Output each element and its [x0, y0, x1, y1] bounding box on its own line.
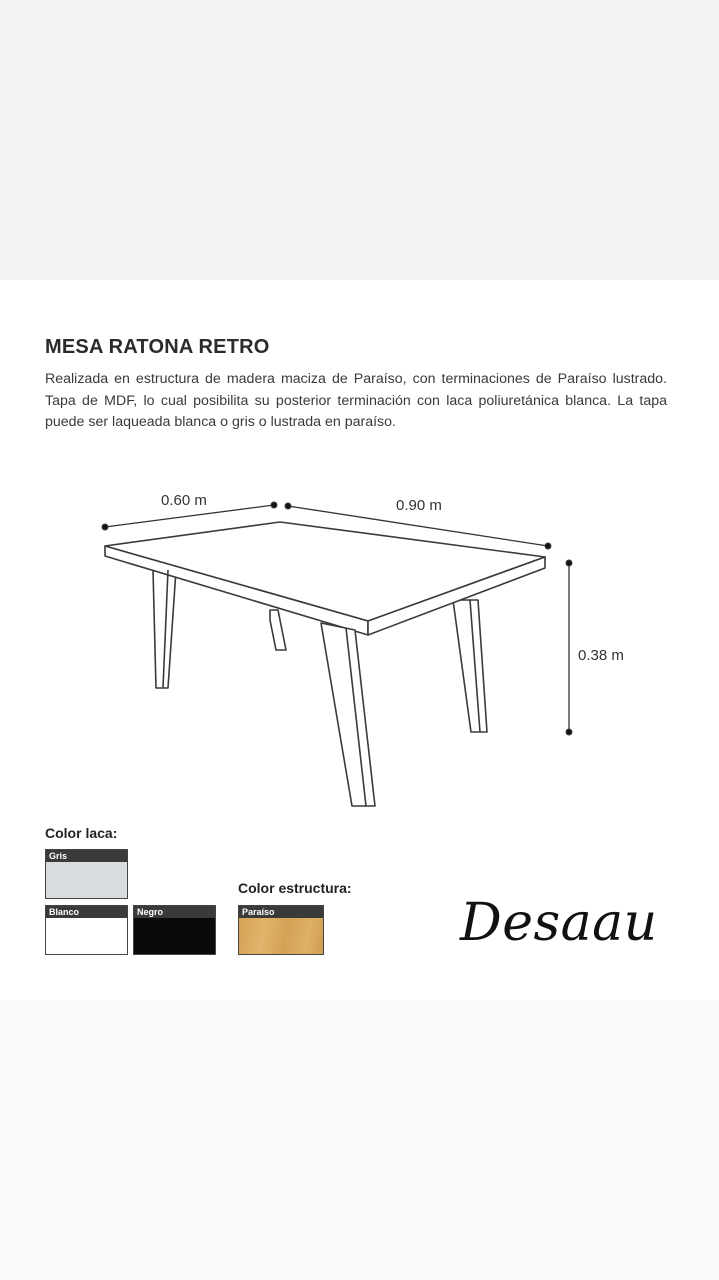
- dimension-dot: [566, 729, 572, 735]
- top-blank-band: [0, 0, 719, 280]
- table-leg-back-right: [453, 600, 487, 732]
- dimension-dot: [285, 503, 291, 509]
- swatch-paraiso-fill: [239, 918, 323, 954]
- swatch-negro-fill: [134, 918, 215, 954]
- swatch-negro: [133, 905, 216, 955]
- swatch-blanco-label: Blanco: [46, 906, 127, 918]
- table-leg-back-left: [270, 610, 286, 650]
- dimension-dot: [271, 502, 277, 508]
- dimension-label-width: 0.90 m: [396, 497, 442, 514]
- signature-text: Desaau: [460, 893, 658, 953]
- dimension-label-height: 0.38 m: [578, 647, 624, 664]
- bottom-blank-band: [0, 1000, 719, 1280]
- swatch-blanco-fill: [46, 918, 127, 954]
- dimension-dot: [102, 524, 108, 530]
- swatch-negro-label: Negro: [134, 906, 215, 918]
- structure-color-label: Color estructura:: [238, 880, 352, 896]
- swatch-gris: [45, 849, 128, 899]
- dimension-label-depth: 0.60 m: [161, 492, 207, 509]
- product-description: Realizada en estructura de madera maciza de Paraíso, con terminaciones de Paraíso lustrado. Tapa de MDF, lo cual posibilita su posterior terminación con laca poliuretánica blanca. La tapa puede ser laqueada blanca o gris o lustrada en paraíso.: [45, 371, 667, 430]
- swatch-gris-fill: [46, 862, 127, 898]
- dimension-dot: [566, 560, 572, 566]
- swatch-paraiso-label: Paraíso: [239, 906, 323, 918]
- table-drawing: [0, 480, 719, 820]
- dimension-dot: [545, 543, 551, 549]
- swatch-blanco: [45, 905, 128, 955]
- swatch-paraiso: [238, 905, 324, 955]
- lacquer-color-label: Color laca:: [45, 825, 118, 841]
- swatch-gris-label: Gris: [46, 850, 127, 862]
- product-title: MESA RATONA RETRO: [45, 336, 270, 358]
